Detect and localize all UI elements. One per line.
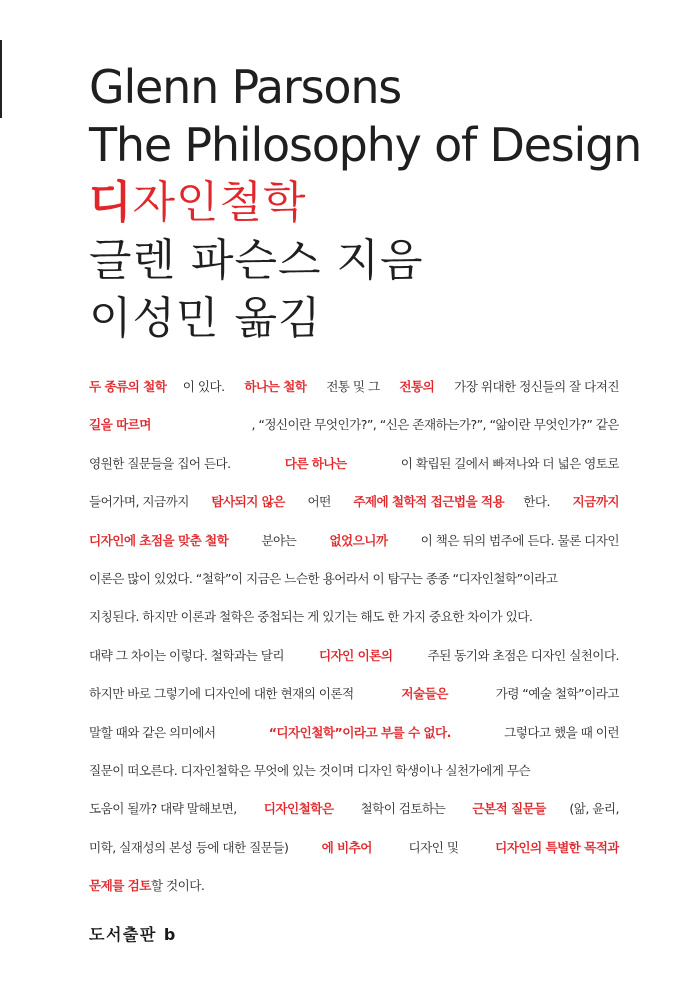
highlight-text: 다른 하나는 bbox=[284, 455, 347, 471]
highlight-text: 두 종류의 철학 bbox=[89, 379, 167, 394]
body-text-segment: 지칭된다. 하지만 이론과 철학은 중첩되는 게 있기는 해도 한 가지 중요한 차이가 있다. bbox=[89, 609, 533, 625]
body-line bbox=[89, 368, 619, 406]
highlight-text: 탐사되지 않은 bbox=[211, 494, 285, 510]
body-text-segment: 영원한 질문들을 집어 든다. bbox=[89, 455, 235, 471]
title-block bbox=[89, 58, 669, 348]
body-text-segment: 철학이 검토하는 bbox=[357, 801, 449, 817]
highlight-text: 전통의 bbox=[399, 379, 435, 394]
body-text-segment: 미학, 실재성의 본성 등에 대한 질문들) bbox=[89, 839, 289, 855]
body-line bbox=[89, 714, 619, 752]
body-text-segment: 가장 위대한 정신들의 잘 다져진 bbox=[450, 379, 619, 394]
publisher-name: 도서출판 b bbox=[89, 925, 177, 944]
title-korean-accent: 디 bbox=[89, 177, 133, 228]
highlight-text: 디자인철학은 bbox=[263, 801, 334, 817]
highlight-text: 근본적 질문들 bbox=[472, 801, 546, 817]
body-text-segment: 디자인 및 bbox=[405, 839, 462, 855]
body-text-segment: 분야는 bbox=[257, 532, 300, 548]
body-text-segment: 하지만 바로 그렇기에 디자인에 대한 현재의 이론적 bbox=[89, 686, 358, 702]
body-line bbox=[89, 675, 619, 713]
body-text-segment: 어떤 bbox=[304, 494, 335, 510]
body-line bbox=[89, 445, 619, 483]
highlight-text: 없었으니까 bbox=[329, 532, 388, 548]
body-line bbox=[89, 560, 619, 598]
edge-bar bbox=[0, 40, 2, 118]
body-text-segment: 할 것이다. bbox=[150, 878, 205, 894]
highlight-text: 디자인 이론의 bbox=[318, 647, 393, 663]
body-text-segment: 이 있다. bbox=[182, 379, 228, 394]
body-text-segment: 그렇다고 했을 때 이런 bbox=[500, 724, 619, 740]
body-text-segment: 한다. bbox=[523, 494, 554, 510]
description-text bbox=[89, 368, 619, 905]
body-line bbox=[89, 637, 619, 675]
body-text-segment: 도움이 될까? 대략 말해보면, bbox=[89, 801, 241, 817]
highlight-text: 디자인에 초점을 맞춘 철학 bbox=[89, 532, 229, 548]
highlight-text: 디자인의 특별한 목적과 bbox=[495, 839, 619, 855]
body-text-segment: 이 책은 뒤의 범주에 든다. 물론 디자인 bbox=[417, 532, 619, 548]
body-text-segment: 질문이 떠오른다. 디자인철학은 무엇에 있는 것이며 디자인 학생이나 실천가에게 무슨 bbox=[89, 762, 531, 778]
title-korean bbox=[89, 174, 669, 232]
body-text-segment: 이 확립된 길에서 빠져나와 더 넓은 영토로 bbox=[397, 455, 619, 471]
body-text-segment: 말할 때와 같은 의미에서 bbox=[89, 724, 219, 740]
body-text-segment: 주된 동기와 초점은 디자인 실천이다. bbox=[424, 647, 619, 663]
body-line bbox=[89, 598, 619, 636]
title-korean-rest: 자인철학 bbox=[132, 177, 307, 228]
highlight-text: 길을 따르며 bbox=[89, 417, 151, 433]
highlight-text: 지금까지 bbox=[572, 494, 619, 510]
highlight-text: 에 비추어 bbox=[321, 839, 372, 855]
body-text-segment: 들어가며, 지금까지 bbox=[89, 494, 193, 510]
highlight-text: 저술들은 bbox=[401, 686, 448, 702]
highlight-text: “디자인철학”이라고 부를 수 없다. bbox=[268, 724, 451, 740]
translator-korean: 이성민 옮김 bbox=[89, 293, 322, 344]
highlight-text: 하나는 철학 bbox=[244, 379, 307, 394]
author-korean: 글렌 파슨스 지음 bbox=[89, 235, 424, 286]
body-line bbox=[89, 790, 619, 828]
body-text-segment: 전통 및 그 bbox=[322, 379, 384, 394]
body-text-segment: 가령 “예술 철학”이라고 bbox=[492, 686, 619, 702]
body-line bbox=[89, 829, 619, 867]
author-english: Glenn Parsons bbox=[89, 60, 402, 114]
title-english: The Philosophy of Design bbox=[89, 118, 642, 172]
body-text-segment: 이론은 많이 있었다. “철학”이 지금은 느슨한 용어라서 이 탐구는 종종 “디자인철학”이라고 bbox=[89, 570, 558, 586]
body-line bbox=[89, 752, 619, 790]
highlight-text: 문제를 검토 bbox=[89, 878, 151, 894]
body-text-segment: (앎, 윤리, bbox=[569, 801, 619, 817]
body-line bbox=[89, 522, 619, 560]
body-text-segment: 대략 그 차이는 이렇다. 철학과는 달리 bbox=[89, 647, 288, 663]
body-line bbox=[89, 483, 619, 521]
highlight-text: 주제에 철학적 접근법을 적용 bbox=[353, 494, 505, 510]
body-line bbox=[89, 867, 619, 905]
body-line bbox=[89, 406, 619, 444]
body-text-segment: , “정신이란 무엇인가?”, “신은 존재하는가?”, “앎이란 무엇인가?” 같은 bbox=[251, 417, 619, 433]
